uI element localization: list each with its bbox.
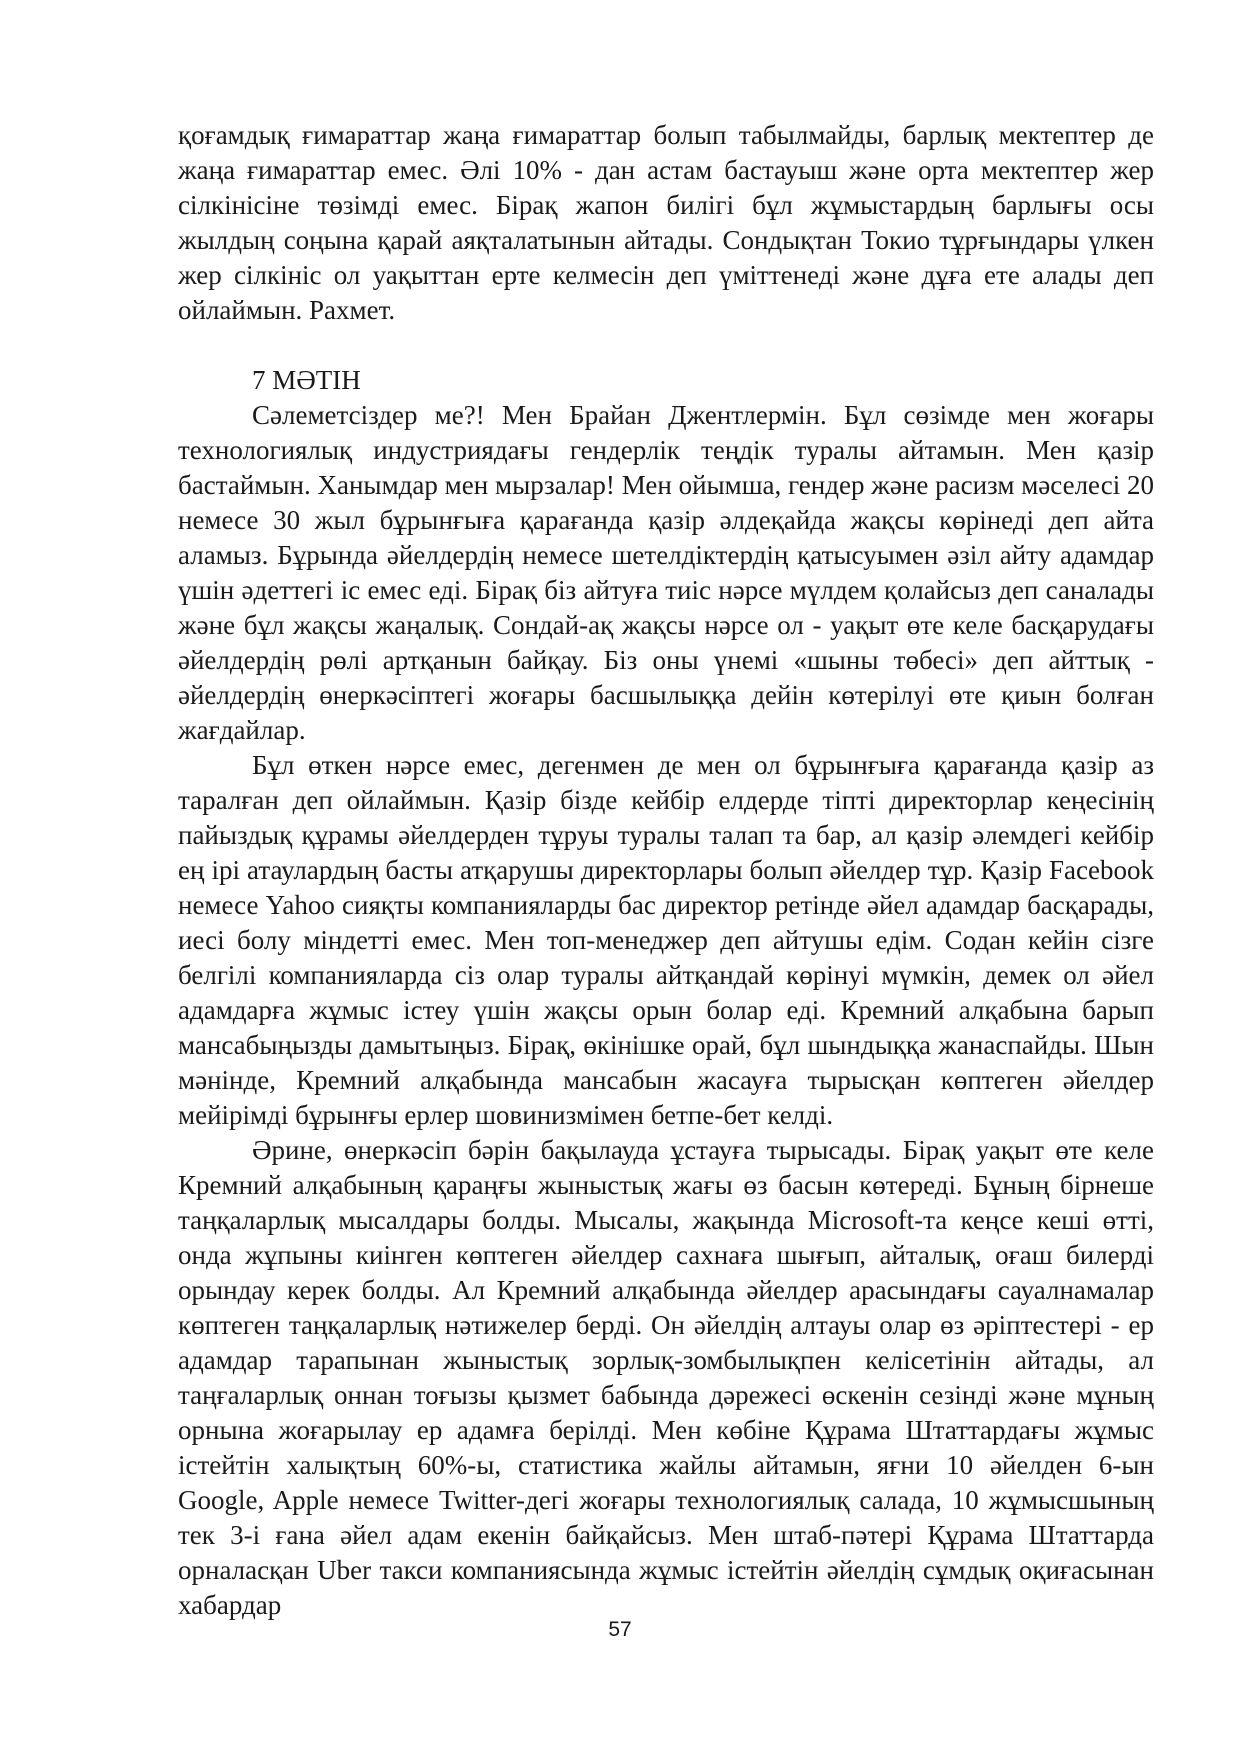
- page-body: [178, 118, 1154, 1623]
- section-heading: 7 МӘТІН: [252, 365, 361, 395]
- continuation-paragraph: қоғамдық ғимараттар жаңа ғимараттар болып табылмайды, барлық мектептер де жаңа ғимараттар емес. Әлі 10% - дан астам бастауыш және орта мектептер жер сілкінісіне төзімді емес. Бірақ жапон билігі бұл жұмыстардың барлығы осы жылдың соңына қарай аяқталатынын айтады. Сондықтан Токио тұрғындары үлкен жер сілкініс ол уақыттан ерте келмесін деп үміттенеді және дұға ете алады деп ойлаймын. Рахмет.: [178, 120, 1154, 325]
- section-spacer: [178, 328, 1154, 363]
- paragraph-2: Бұл өткен нәрсе емес, дегенмен де мен ол бұрынғыға қарағанда қазір аз таралған деп ойлаймын. Қазір бізде кейбір елдерде тіпті директорлар кеңесінің пайыздық құрамы әйелдерден тұруы туралы талап та бар, ал қазір әлемдегі кейбір ең ірі атаулардың басты атқарушы директорлары болып әйелдер тұр. Қазір Facebook немесе Yahoo сияқты компанияларды бас директор ретінде әйел адамдар басқарады, иесі болу міндетті емес. Мен топ-менеджер деп айтушы едім. Содан кейін сізге белгілі компанияларда сіз олар туралы айтқандай көрінуі мүмкін, демек ол әйел адамдарға жұмыс істеу үшін жақсы орын болар еді. Кремний алқабына барып мансабыңызды дамытыңыз. Бірақ, өкінішке орай, бұл шындыққа жанаспайды. Шын мәнінде, Кремний алқабында мансабын жасауға тырысқан көптеген әйелдер мейірімді бұрынғы ерлер шовинизмімен бетпе-бет келді.: [178, 750, 1154, 1130]
- paragraph-1: Сәлеметсіздер ме?! Мен Брайан Джентлермін. Бұл сөзімде мен жоғары технологиялық индустриядағы гендерлік теңдік туралы айтамын. Мен қазір бастаймын. Ханымдар мен мырзалар! Мен ойымша, гендер және расизм мәселесі 20 немесе 30 жыл бұрынғыға қарағанда қазір әлдеқайда жақсы көрінеді деп айта аламыз. Бұрында әйелдердің немесе шетелдіктердің қатысуымен әзіл айту адамдар үшін әдеттегі іс емес еді. Бірақ біз айтуға тиіс нәрсе мүлдем қолайсыз деп саналады және бұл жақсы жаңалық. Сондай-ақ жақсы нәрсе ол - уақыт өте келе басқарудағы әйелдердің рөлі артқанын байқау. Біз оны үнемі «шыны төбесі» деп айттық - әйелдердің өнеркәсіптегі жоғары басшылыққа дейін көтерілуі өте қиын болған жағдайлар.: [178, 400, 1154, 745]
- page-number: 57: [608, 1618, 632, 1641]
- paragraph-3: Әрине, өнеркәсіп бәрін бақылауда ұстауға тырысады. Бірақ уақыт өте келе Кремний алқабының қараңғы жыныстық жағы өз басын көтереді. Бұның бірнеше таңқаларлық мысалдары болды. Мысалы, жақында Microsoft-та кеңсе кеші өтті, онда жұпыны киінген көптеген әйелдер сахнаға шығып, айталық, оғаш билерді орындау керек болды. Ал Кремний алқабында әйелдер арасындағы сауалнамалар көптеген таңқаларлық нәтижелер берді. Он әйелдің алтауы олар өз әріптестері - ер адамдар тарапынан жыныстық зорлық-зомбылықпен келісетінін айтады, ал таңғаларлық оннан тоғызы қызмет бабында дәрежесі өскенін сезінді және мұның орнына жоғарылау ер адамға берілді. Мен көбіне Құрама Штаттардағы жұмыс істейтін халықтың 60%-ы, статистика жайлы айтамын, яғни 10 әйелден 6-ын Google, Apple немесе Twitter-дегі жоғары технологиялық салада, 10 жұмысшының тек 3-і ғана әйел адам екенін байқайсыз. Мен штаб-пәтері Құрама Штаттарда орналасқан Uber такси компаниясында жұмыс істейтін әйелдің сұмдық оқиғасынан хабардар: [178, 1135, 1154, 1620]
